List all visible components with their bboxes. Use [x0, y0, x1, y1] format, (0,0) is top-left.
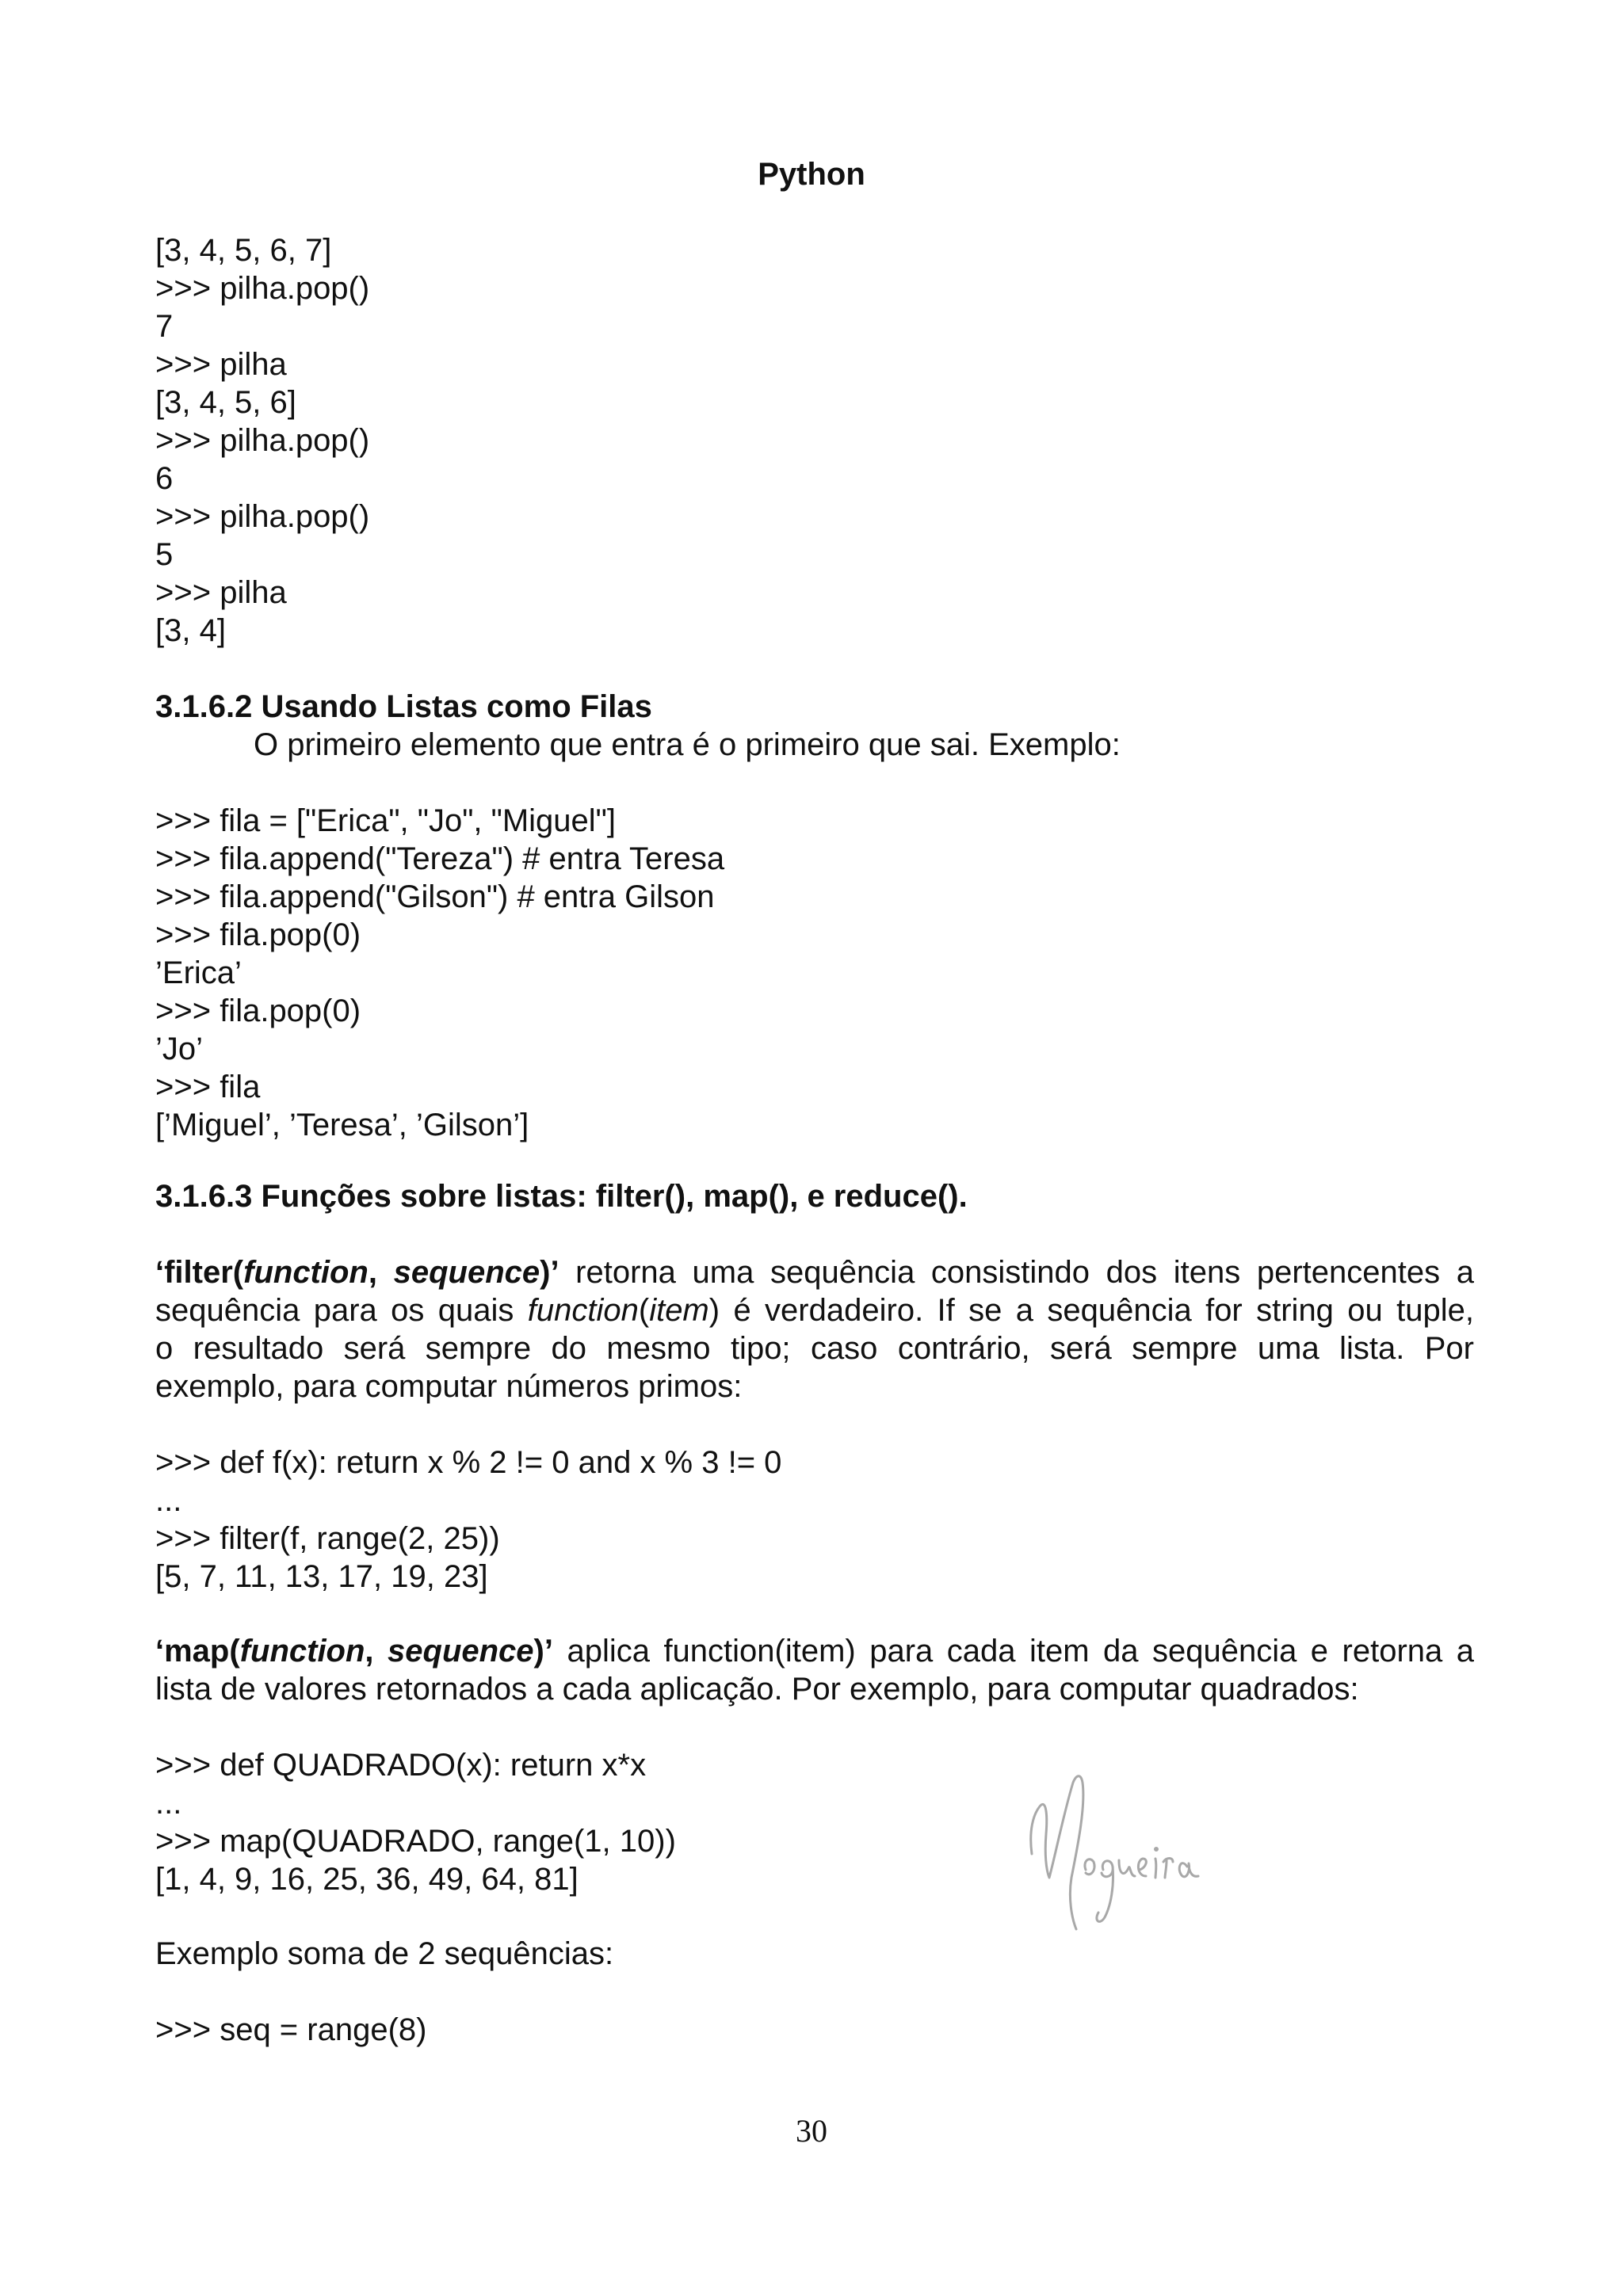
section-queue [155, 688, 1474, 764]
map-signature-open: ‘map( [155, 1634, 240, 1669]
code-line: >>> fila.append("Gilson") # entra Gilson [155, 879, 715, 914]
code-line: [5, 7, 11, 13, 17, 19, 23] [155, 1559, 488, 1594]
code-line: >>> pilha.pop() [155, 271, 370, 306]
map-paragraph [155, 1632, 1474, 1708]
code-line: 6 [155, 461, 174, 496]
code-line: >>> filter(f, range(2, 25)) [155, 1521, 500, 1556]
code-line: 7 [155, 309, 174, 344]
code-line: >>> map(QUADRADO, range(1, 10)) [155, 1824, 676, 1859]
map-code-block [155, 1746, 1474, 1898]
section-heading: 3.1.6.3 Funções sobre listas: filter(), map(), e reduce(). [155, 1179, 968, 1214]
code-line: >>> seq = range(8) [155, 2012, 427, 2047]
code-line: >>> fila = ["Erica", "Jo", "Miguel"] [155, 803, 616, 838]
sum-example [155, 1935, 1474, 1973]
code-line: >>> pilha.pop() [155, 423, 370, 458]
code-line: ’Jo’ [155, 1032, 204, 1066]
page-header-title: Python [758, 157, 865, 192]
section-intro: O primeiro elemento que entra é o primeiro que sai. Exemplo: [254, 727, 1121, 762]
paragraph-text: ( [638, 1293, 650, 1328]
paragraph-line: Exemplo soma de 2 sequências: [155, 1936, 614, 1971]
filter-paragraph [155, 1253, 1474, 1405]
code-line: ... [155, 1786, 182, 1821]
paragraph-line: o resultado será sempre do mesmo tipo; caso contrário, será sempre uma lista. Por [155, 1331, 1474, 1366]
map-signature-function: function [239, 1634, 365, 1669]
filter-signature-comma: , [368, 1255, 394, 1290]
filter-code-block [155, 1444, 1474, 1596]
section-functions [155, 1177, 1474, 1215]
code-line: [3, 4, 5, 6, 7] [155, 233, 332, 268]
code-line: >>> pilha.pop() [155, 499, 370, 534]
code-line: >>> fila.pop(0) [155, 994, 361, 1028]
paragraph-text: aplica function(item) para cada item da sequência e retorna a [552, 1634, 1474, 1669]
code-line: ’Erica’ [155, 955, 242, 990]
filter-signature-close: )’ [540, 1255, 559, 1290]
queue-code-block [155, 802, 1474, 1144]
signature-watermark [1000, 1759, 1238, 1941]
code-line: [3, 4] [155, 613, 226, 648]
filter-signature-sequence: sequence [393, 1255, 540, 1290]
paragraph-text: retorna uma sequência consistindo dos itens pertencentes a [559, 1255, 1474, 1290]
section-heading: 3.1.6.2 Usando Listas como Filas [155, 689, 652, 724]
code-line: [1, 4, 9, 16, 25, 36, 49, 64, 81] [155, 1862, 579, 1897]
code-line: 5 [155, 537, 174, 572]
code-line: [’Miguel’, ’Teresa’, ’Gilson’] [155, 1108, 529, 1142]
code-line: [3, 4, 5, 6] [155, 385, 296, 420]
code-line: >>> def f(x): return x % 2 != 0 and x % 3 != 0 [155, 1445, 782, 1480]
paragraph-line [155, 1291, 1474, 1329]
code-line: >>> fila.append("Tereza") # entra Teresa [155, 841, 725, 876]
paragraph-italic: item [649, 1293, 709, 1328]
code-line: >>> def QUADRADO(x): return x*x [155, 1748, 647, 1783]
map-signature-sequence: sequence [388, 1634, 534, 1669]
code-line: >>> fila [155, 1070, 261, 1104]
page-number: 30 [796, 2113, 827, 2149]
paragraph-italic: function [527, 1293, 639, 1328]
stack-code-block [155, 231, 1474, 650]
filter-signature-open: ‘filter( [155, 1255, 244, 1290]
filter-signature-function: function [243, 1255, 369, 1290]
paragraph-line: lista de valores retornados a cada aplicação. Por exemplo, para computar quadrados: [155, 1672, 1359, 1707]
paragraph-line [155, 1632, 1474, 1670]
code-line: >>> pilha [155, 575, 287, 610]
map-signature-close: )’ [533, 1634, 553, 1669]
paragraph-line [155, 1253, 1474, 1291]
code-line: >>> fila.pop(0) [155, 917, 361, 952]
map-signature-comma: , [365, 1634, 388, 1669]
sum-code-block [155, 2011, 1474, 2049]
paragraph-line: exemplo, para computar números primos: [155, 1369, 743, 1404]
paragraph-text: sequência para os quais [155, 1293, 528, 1328]
code-line: ... [155, 1483, 182, 1518]
paragraph-text: ) é verdadeiro. If se a sequência for string ou tuple, [708, 1293, 1474, 1328]
code-line: >>> pilha [155, 347, 287, 382]
